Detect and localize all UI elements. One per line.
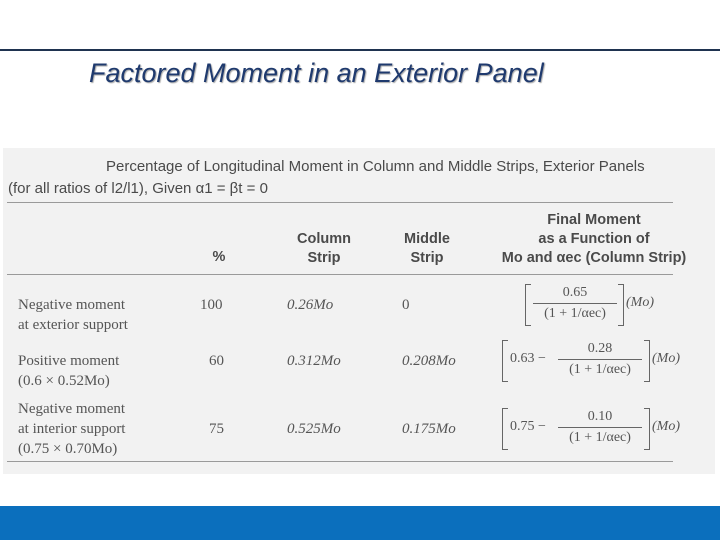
header-column-strip: Column Strip (297, 231, 351, 266)
row2-label: Positive moment (0.6 × 0.52Mo) (18, 353, 120, 389)
row2-column-strip: 0.312Mo (287, 353, 341, 369)
row2-middle-strip: 0.208Mo (402, 353, 456, 369)
row3-percent: 75 (209, 421, 224, 437)
row1-middle-strip: 0 (402, 297, 410, 313)
row2-percent: 60 (209, 353, 224, 369)
row3-numerator: 0.10 (587, 409, 613, 424)
row1-bracket-left (525, 284, 531, 326)
row2-fraction (558, 340, 642, 379)
row1-label: Negative moment at exterior support (18, 297, 128, 333)
row1-bracket-right (618, 284, 624, 326)
row1-percent: 100 (200, 297, 223, 313)
slide-title: Factored Moment in an Exterior Panel (89, 58, 544, 88)
row3-middle-strip: 0.175Mo (402, 421, 456, 437)
row1-numerator: 0.65 (562, 285, 588, 300)
row2-bracket-left (502, 340, 508, 382)
row1-multiplier: (Mo) (626, 295, 654, 310)
row2-formula (500, 336, 710, 384)
row2-bracket-right (644, 340, 650, 382)
row3-column-strip: 0.525Mo (287, 421, 341, 437)
row3-label: Negative moment at interior support (0.75 × 0.70Mo) (18, 401, 126, 457)
row2-multiplier: (Mo) (652, 351, 680, 366)
row3-fraction-bar (558, 427, 642, 428)
table-rule-top (7, 202, 673, 203)
row3-denominator: (1 + 1/αec) (569, 430, 631, 445)
header-final-moment: Final Moment as a Function of Mo and αec (Column Strip) (501, 212, 687, 266)
row2-numerator: 0.28 (587, 341, 613, 356)
table-caption-line1: Percentage of Longitudinal Moment in Column and Middle Strips, Exterior Panels (106, 158, 645, 175)
row3-multiplier: (Mo) (652, 419, 680, 434)
row1-column-strip: 0.26Mo (287, 297, 334, 313)
row3-prefix: 0.75 − (510, 419, 546, 434)
row3-bracket-right (644, 408, 650, 450)
row2-prefix: 0.63 − (510, 351, 546, 366)
row1-fraction (533, 284, 617, 323)
row1-formula (523, 280, 703, 328)
row2-fraction-bar (558, 359, 642, 360)
table-rule-header (7, 274, 673, 275)
moment-table (3, 148, 715, 474)
footer-bar (0, 506, 720, 540)
row2-denominator: (1 + 1/αec) (569, 362, 631, 377)
row3-formula (500, 404, 710, 452)
row3-fraction (558, 408, 642, 447)
row3-bracket-left (502, 408, 508, 450)
header-percent: % (212, 249, 226, 265)
header-middle-strip: Middle Strip (404, 231, 450, 266)
table-rule-bottom (7, 461, 673, 462)
row1-fraction-bar (533, 303, 617, 304)
row1-denominator: (1 + 1/αec) (544, 306, 606, 321)
top-rule (0, 49, 720, 51)
table-caption-line2: (for all ratios of l2/l1), Given α1 = βt = 0 (8, 180, 268, 197)
